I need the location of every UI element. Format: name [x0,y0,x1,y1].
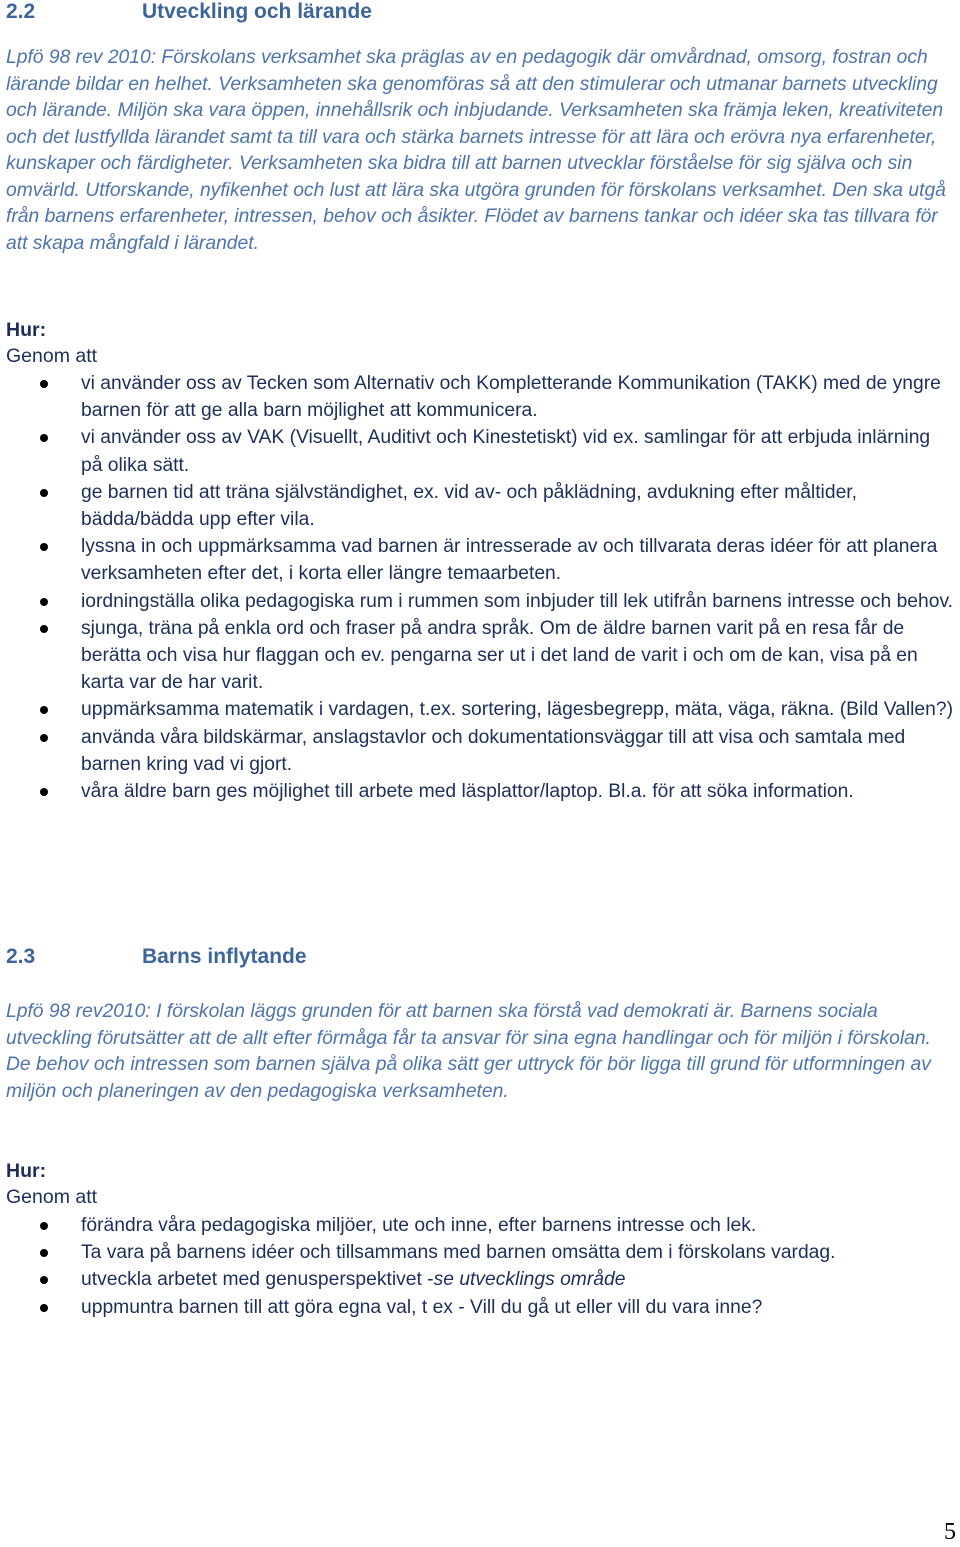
section-number: 2.2 [6,0,36,23]
list-item: sjunga, träna på enkla ord och fraser på andra språk. Om de äldre barnen varit på en resa får de berätta och visa hur flaggan och ev. pengarna ser ut i det land de varit i och om de kan, visa på en karta var de har varit. [0,615,960,697]
list-item: ge barnen tid att träna självständighet, ex. vid av- och påklädning, avdukning efter måltider, bädda/bädda upp efter vila. [0,479,960,533]
bullet-icon [40,380,48,388]
list-item: Ta vara på barnens idéer och tillsammans med barnen omsätta dem i förskolans vardag. [0,1239,960,1266]
bullet-icon [40,706,48,714]
list-item: uppmärksamma matematik i vardagen, t.ex. sortering, lägesbegrepp, mäta, väga, räkna. (Bild Vallen?) [0,696,960,723]
bullet-icon [40,598,48,606]
genom-att-label: Genom att [6,1186,98,1208]
list-item: uppmuntra barnen till att göra egna val, t ex - Vill du gå ut eller vill du vara inne? [0,1294,960,1321]
bullet-icon [40,489,48,497]
section-heading-2-3 [6,945,307,969]
curriculum-quote: Lpfö 98 rev 2010: Förskolans verksamhet ska präglas av en pedagogik där omvårdnad, omsorg, fostran och lärande bildar en helhet. Verksamheten ska genomföras så att den stimulerar och utmanar barnets utveckling och lärande. Miljön ska vara öppen, innehållsrik och inbjudande. Verksamheten ska främja leken, kreativiteten och det lustfyllda lärandet samt ta till vara och stärka barnets intresse för att lära och erövra nya erfarenheter, kunskaper och färdigheter. Verksamheten ska bidra till att barnen utvecklar förståelse för sig själva och sin omvärld. Utforskande, nyfikenhet och lust att lära ska utgöra grunden för förskolans verksamhet. Den ska utgå från barnens erfarenheter, intressen, behov och åsikter. Flödet av barnens tankar och idéer ska tas tillvara för att skapa mångfald i lärandet. [6,47,946,254]
list-item: våra äldre barn ges möjlighet till arbete med läsplattor/laptop. Bl.a. för att söka information. [0,778,960,805]
bullet-icon [40,1304,48,1312]
bullet-list [0,370,960,805]
list-item: utveckla arbetet med genusperspektivet -se utvecklings område [0,1266,960,1293]
section-number: 2.3 [6,945,36,968]
bullet-icon [40,734,48,742]
bullet-icon [40,1276,48,1284]
bullet-icon [40,1249,48,1257]
section-title: Barns inflytande [142,945,307,968]
list-item: vi använder oss av VAK (Visuellt, Auditivt och Kinestetiskt) vid ex. samlingar för att erbjuda inlärning på olika sätt. [0,424,960,478]
genom-att-label: Genom att [6,345,98,367]
bullet-icon [40,625,48,633]
list-item: förändra våra pedagogiska miljöer, ute och inne, efter barnens intresse och lek. [0,1212,960,1239]
section-title: Utveckling och lärande [142,0,372,23]
section-heading-2-2 [6,0,372,24]
hur-label: Hur: [6,319,47,341]
curriculum-quote: Lpfö 98 rev2010: I förskolan läggs grunden för att barnen ska förstå vad demokrati är. Barnens sociala utveckling förutsätter att de allt efter förmåga får ta ansvar för sina egna handlingar och för miljön i förskolan. De behov och intressen som barnen själva på olika sätt ger uttryck för bör ligga till grund för utformningen av miljön och planeringen av den pedagogiska verksamheten. [6,1001,931,1102]
hur-label: Hur: [6,1160,47,1182]
bullet-list [0,1212,960,1321]
bullet-icon [40,788,48,796]
list-item: använda våra bildskärmar, anslagstavlor och dokumentationsväggar till att visa och samtala med barnen kring vad vi gjort. [0,724,960,778]
page-number: 5 [944,1519,956,1545]
bullet-icon [40,434,48,442]
list-item: lyssna in och uppmärksamma vad barnen är intresserade av och tillvarata deras idéer för att planera verksamheten efter det, i korta eller längre temaarbeten. [0,533,960,587]
list-item: vi använder oss av Tecken som Alternativ och Kompletterande Kommunikation (TAKK) med de yngre barnen för att ge alla barn möjlighet att kommunicera. [0,370,960,424]
bullet-icon [40,1222,48,1230]
bullet-icon [40,543,48,551]
list-item: iordningställa olika pedagogiska rum i rummen som inbjuder till lek utifrån barnens intresse och behov. [0,588,960,615]
